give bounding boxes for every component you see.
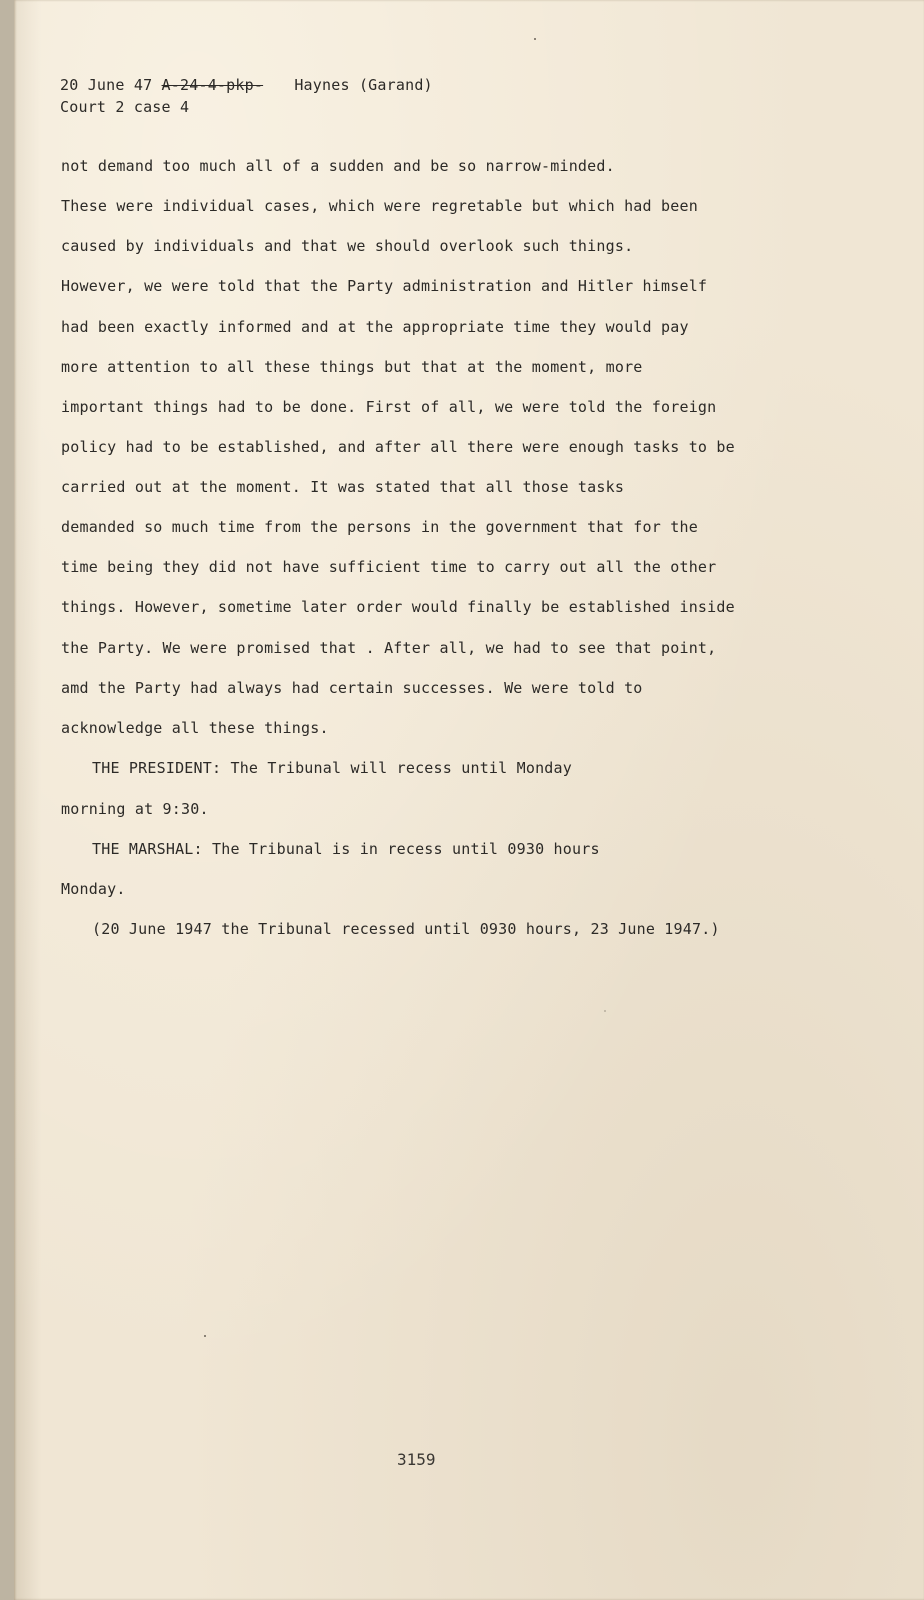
body-line: important things had to be done. First of all, we were told the foreign [61,398,717,416]
paper-speck [534,38,536,40]
paper-speck [604,1010,606,1012]
body-line: However, we were told that the Party administration and Hitler himself [61,277,708,295]
header-date: 20 June 47 [60,76,153,94]
president-statement: THE PRESIDENT: The Tribunal will recess until Monday [92,759,572,777]
header-name: Haynes (Garand) [294,76,433,94]
recess-note: (20 June 1947 the Tribunal recessed until 0930 hours, 23 June 1947.) [92,920,720,938]
body-line: caused by individuals and that we should overlook such things. [61,237,634,255]
body-line: policy had to be established, and after all there were enough tasks to be [61,438,735,456]
body-line: time being they did not have sufficient time to carry out all the other [61,558,717,576]
header-code: A-24-4-pkp- [161,76,264,94]
body-line: These were individual cases, which were regretable but which had been [61,197,698,215]
president-statement-cont: morning at 9:30. [61,800,209,818]
body-line: not demand too much all of a sudden and be so narrow-minded. [61,157,615,175]
header-line-2: Court 2 case 4 [60,98,190,116]
body-line: demanded so much time from the persons in the government that for the [61,518,698,536]
paper-speck [204,1335,206,1337]
marshal-statement: THE MARSHAL: The Tribunal is in recess until 0930 hours [92,840,600,858]
document-page [14,0,924,1600]
marshal-statement-cont: Monday. [61,880,126,898]
header-line-1 [60,76,433,94]
body-line: amd the Party had always had certain successes. We were told to [61,679,643,697]
body-line: had been exactly informed and at the appropriate time they would pay [61,318,689,336]
body-line: more attention to all these things but that at the moment, more [61,358,643,376]
body-line: acknowledge all these things. [61,719,329,737]
body-line: the Party. We were promised that . After all, we had to see that point, [61,639,717,657]
body-line: carried out at the moment. It was stated that all those tasks [61,478,625,496]
page-number: 3159 [397,1450,436,1469]
body-line: things. However, sometime later order would finally be established inside [61,598,735,616]
